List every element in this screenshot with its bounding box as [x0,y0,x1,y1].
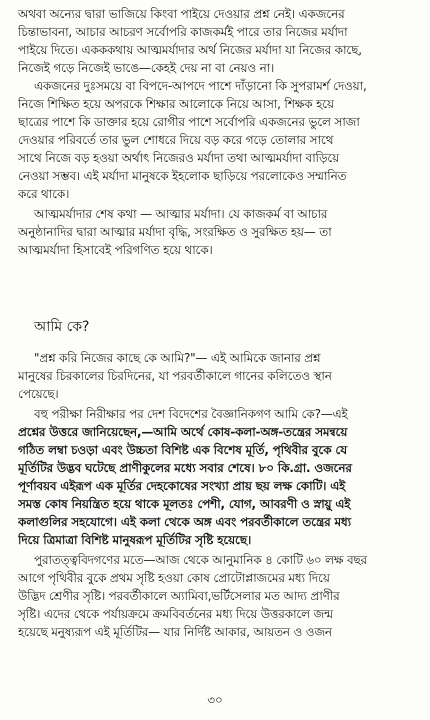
text-line: ছাত্রের পাশে কি ডাক্তার হয়ে রোগীর পাশে সর্বোপরি একজনের ভুলে সাজা [18,115,360,129]
text-line: পেয়েছে। [18,387,59,401]
text-line: "প্রশ্ন করি নিজের কাছে কে আমি?"— এই আমিকে জানার প্রশ্ন [34,351,321,365]
text-line: অনুষ্ঠানাদির দ্বারা আত্মার মর্যাদা বৃদ্ধি, সংরক্ষিত ও সুরক্ষিত হয়— তা [18,225,332,239]
text-line: দিয়ে ত্রিমাত্রা বিশিষ্ট মানুষরূপ মূর্তিটির সৃষ্টি হয়েছে। [18,533,252,547]
text-line: অথবা অন্যের দ্বারা ভাজিয়ে কিংবা পাইয়ে দেওয়ার প্রশ্ন নেই। একজনের [18,7,345,21]
text-line: সাথে নিজে বড় হওয়া অর্থাৎ নিজেরও মর্যাদা তথা আত্মমর্যাদা বাড়িয়ে [18,151,340,165]
text-line: কলাগুলির সহযোগে। এই কলা থেকে অঙ্গ এবং পরবর্তীকালে তন্ত্রের মধ্য [18,515,351,529]
text-line: গঠিত লম্বা চওড়া এবং উচ্চতা বিশিষ্ট এক বিশেষ মূর্তি, পৃথিবীর বুকে যে [18,443,347,457]
text-line: নেওয়া সম্ভব। এই মর্যাদা মানুষকে ইহলোক ছাড়িয়ে পরলোকেও সম্মানিত [18,169,347,183]
text-line: নিজেই গড়ে নিজেই ভাঙে—কেহই দেয় না বা নেয়ও না। [18,61,275,75]
text-line: উদ্ভিদ শ্রেণীর সৃষ্টি। পরবর্তীকালে অ্যামিবা,ভর্টিসেলার মত আদ্য প্রাণীর [18,589,340,603]
text-line: নিজে শিক্ষিত হয়ে অপরকে শিক্ষার আলোকে নিয়ে আসা, শিক্ষক হয়ে [18,97,334,111]
text-line: চিন্তাভাবনা, আচার আচরণ সর্বোপরি কাজকর্মই পারে তার নিজের মর্যাদা [18,25,348,39]
text-line: আগে পৃথিবীর বুকে প্রথম সৃষ্টি হওয়া কোষ প্রোটোপ্লাজমের মধ্য দিয়ে [18,571,330,585]
text-line: আত্মমর্যাদার শেষ কথা — আত্মার মর্যাদা। যে কাজকর্ম বা আচার [34,207,328,221]
text-line: মানুষের চিরকালের চিরদিনের, যা পরবর্তীকালে গানের কলিতেও স্থান [18,369,332,383]
text-line: করে থাকে। [18,187,70,201]
text-line: সমস্ত কোষ নিয়ন্ত্রিত হয়ে থাকে মূলতঃ পেশী, যোগ, আবরণী ও স্নায়ু এই [18,497,351,511]
text-line: পুরাতত্ত্ববিদগণের মতে—আজ থেকে আনুমানিক ৪ কোটি ৬০ লক্ষ বছর [34,553,367,567]
text-line: পূর্ণাবয়ব এইরূপ এক মূর্তির দেহকোষের সংখ্যা প্রায় ছয় লক্ষ কোটি। এই [18,479,346,493]
text-line: হয়েছে মনুষ্যরূপ এই মূর্তিটির— যার নির্দিষ্ট আকার, আয়তন ও ওজন [18,625,332,639]
text-line: প্রশ্নের উত্তরে জানিয়েছেন,—আমি অর্থে কোষ-কলা-অঙ্গ-তন্ত্রের সমন্বয়ে [18,425,348,439]
text-line: একজনের দুঃসময়ে বা বিপদে-আপদে পাশে দাঁড়ানো কি সুপরামর্শ দেওয়া, [34,79,367,93]
text-line: সৃষ্টি। এদের থেকে পর্যায়ক্রমে ক্রমবিবর্তনের মধ্য দিয়ে উত্তরকালে জন্ম [18,607,333,621]
text-line: আত্মমর্যাদা হিসাবেই পরিগণিত হয়ে থাকে। [18,243,213,257]
section-heading: আমি কে? [34,319,90,335]
text-line: মূর্তিটির উদ্ভব ঘটেছে প্রাণীকুলের মধ্যে সবার শেষে। ৮০ কি.গ্রা. ওজনের [18,461,352,475]
text-line: পাইয়ে দিতে। একককথায় আত্মমর্যাদার অর্থ নিজের মর্যাদা যা নিজের কাছে, [18,43,362,57]
text-line: বহু পরীক্ষা নিরীক্ষার পর দেশ বিদেশের বৈজ্ঞানিকগণ আমি কে?—এই [34,407,348,421]
page-number: ৩০ [207,693,223,707]
text-line: দেওয়ার পরিবর্তে তার ভুল শোধরে দিয়ে বড় করে গড়ে তোলার সাথে [18,133,334,147]
